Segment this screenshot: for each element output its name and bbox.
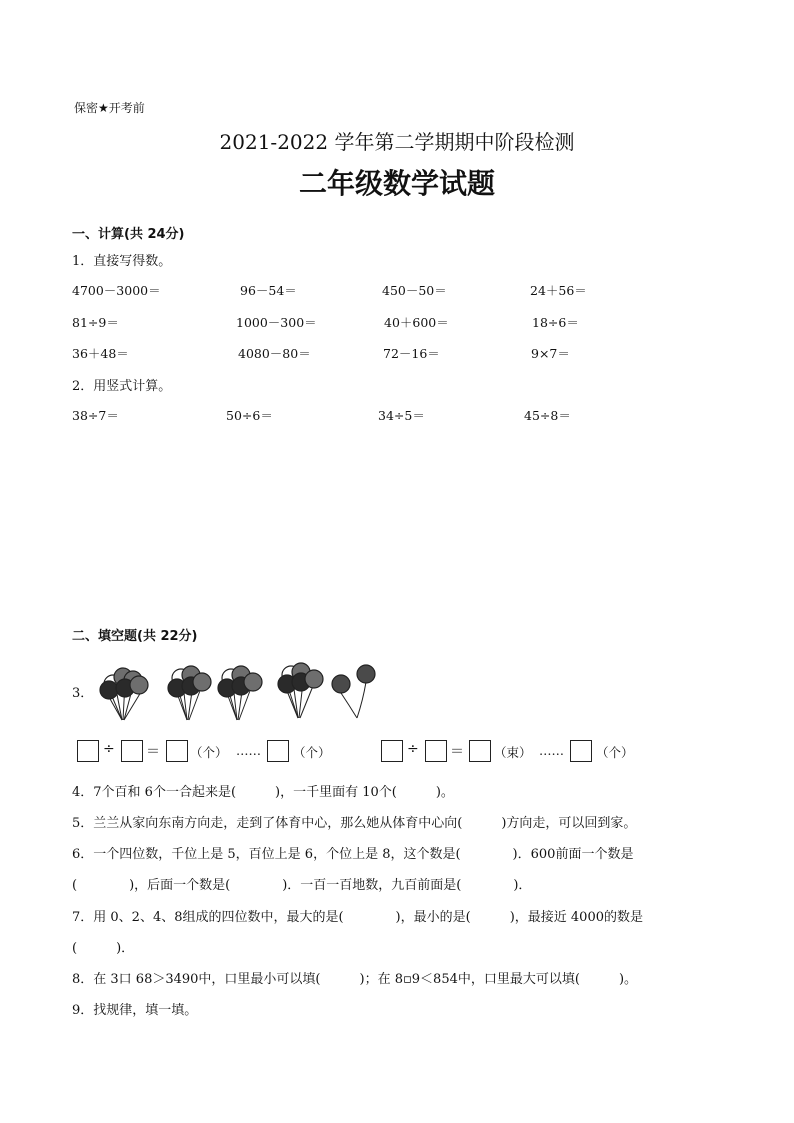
equals-sign: ＝ bbox=[450, 744, 464, 760]
answer-box[interactable] bbox=[381, 740, 403, 762]
q8-text: 8．在 3口 68＞3490中，口里最小可以填( )；在 8▫9＜854中，口里最大可以填( )。 bbox=[72, 972, 638, 987]
q1-item: 36＋48＝ bbox=[72, 346, 129, 361]
q1-item: 24＋56＝ bbox=[530, 283, 587, 298]
balloon-bunch-3-heads bbox=[218, 666, 262, 697]
divide-sign: ÷ bbox=[407, 741, 419, 757]
answer-box[interactable] bbox=[77, 740, 99, 762]
q1-item: 4700－3000＝ bbox=[72, 283, 161, 298]
answer-box[interactable] bbox=[425, 740, 447, 762]
remainder-dots: …… bbox=[236, 743, 261, 758]
balloons-illustration bbox=[95, 660, 385, 726]
q1-item: 9×7＝ bbox=[531, 346, 570, 361]
remainder-dots: …… bbox=[539, 743, 564, 758]
unit-label: （束） bbox=[494, 745, 532, 760]
equals-sign: ＝ bbox=[146, 744, 160, 760]
q1-item: 450－50＝ bbox=[382, 283, 447, 298]
balloon-pair-heads bbox=[332, 665, 375, 693]
answer-box[interactable] bbox=[570, 740, 592, 762]
q2-item: 50÷6＝ bbox=[226, 408, 273, 423]
subject-title: 二年级数学试题 bbox=[298, 167, 495, 200]
q1-label: 1．直接写得数。 bbox=[72, 254, 172, 269]
q6-text-line1: 6．一个四位数，千位上是 5，百位上是 6，个位上是 8，这个数是( )．600前面一个数是 bbox=[72, 847, 634, 862]
q7-text-line1: 7．用 0、2、4、8组成的四位数中，最大的是( )，最小的是( )，最接近 4000的数是 bbox=[72, 910, 643, 925]
q2-item: 38÷7＝ bbox=[72, 408, 119, 423]
unit-label: （个） bbox=[293, 745, 331, 760]
q1-item: 96－54＝ bbox=[240, 283, 297, 298]
q2-item: 45÷8＝ bbox=[524, 408, 571, 423]
section2-title: 二、填空题(共 22分) bbox=[72, 629, 198, 644]
answer-box[interactable] bbox=[166, 740, 188, 762]
balloon-bunch-2-heads bbox=[168, 666, 211, 697]
unit-label: （个） bbox=[190, 745, 228, 760]
q1-item: 18÷6＝ bbox=[532, 315, 579, 330]
section1-title: 一、计算(共 24分) bbox=[72, 227, 185, 242]
q1-item: 40＋600＝ bbox=[384, 315, 449, 330]
q9-text: 9．找规律，填一填。 bbox=[72, 1003, 198, 1018]
answer-box[interactable] bbox=[121, 740, 143, 762]
q1-item: 72－16＝ bbox=[383, 346, 440, 361]
balloon-bunch-4-heads bbox=[278, 663, 323, 693]
answer-box[interactable] bbox=[469, 740, 491, 762]
q5-text: 5．兰兰从家向东南方向走，走到了体育中心，那么她从体育中心向( )方向走，可以回到家。 bbox=[72, 816, 637, 831]
unit-label: （个） bbox=[596, 745, 634, 760]
q6-text-line2: ( )，后面一个数是( )．一百一百地数，九百前面是( )． bbox=[72, 878, 532, 893]
q2-item: 34÷5＝ bbox=[378, 408, 425, 423]
balloon-bunch-1-heads bbox=[100, 668, 148, 699]
answer-box[interactable] bbox=[267, 740, 289, 762]
exam-title: 2021-2022 学年第二学期期中阶段检测 bbox=[219, 130, 575, 154]
divide-sign: ÷ bbox=[103, 741, 115, 757]
q7-text-line2: ( )． bbox=[72, 941, 135, 956]
secret-mark: 保密★开考前 bbox=[74, 101, 145, 115]
q1-item: 81÷9＝ bbox=[72, 315, 119, 330]
q3-label: 3． bbox=[72, 686, 94, 701]
q1-item: 1000－300＝ bbox=[236, 315, 317, 330]
q1-item: 4080－80＝ bbox=[238, 346, 311, 361]
q2-label: 2．用竖式计算。 bbox=[72, 379, 172, 394]
q4-text: 4．7个百和 6个一合起来是( )，一千里面有 10个( )。 bbox=[72, 785, 454, 800]
